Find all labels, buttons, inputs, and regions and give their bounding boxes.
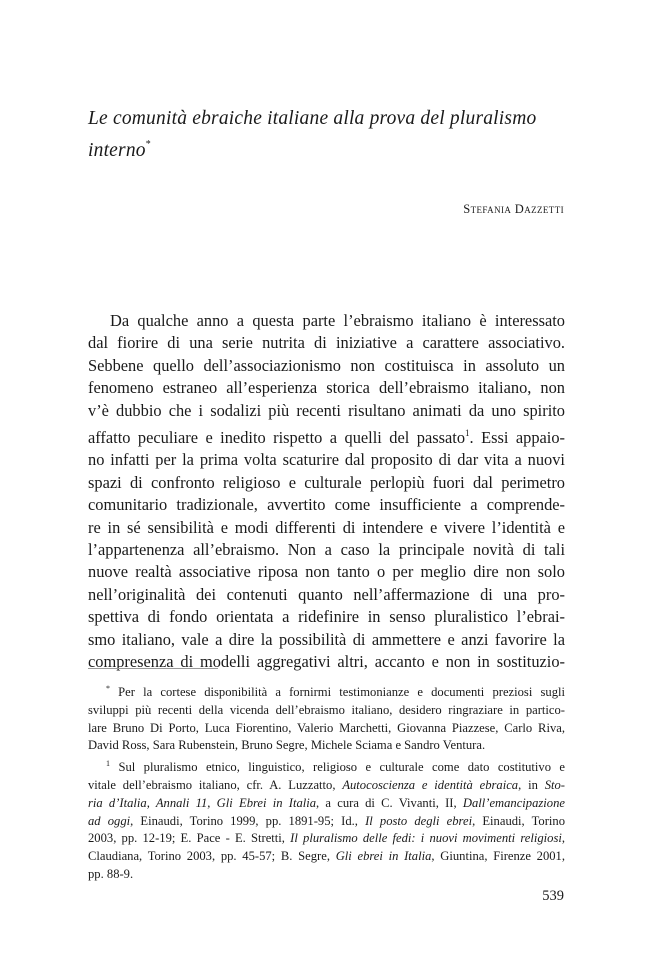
body-line: comunitario tradizionale, avvertito come insufficiente a comprende-	[88, 495, 565, 515]
body-line: spazi di confronto religioso e culturale perlopiù fuori dal perimetro	[88, 472, 565, 492]
body-line	[88, 422, 565, 449]
title-line-1: Le comunità ebraiche italiane alla prova del pluralismo	[88, 108, 537, 129]
footnote-text: , a cura di C. Vivanti, II,	[316, 795, 463, 810]
footnote-1-line	[88, 777, 565, 795]
footnote-text: Per la cortese disponibilità a fornirmi testimonianze e documenti preziosi sugli	[118, 685, 565, 699]
footnote-1-line: pp. 88-9.	[88, 866, 134, 881]
body-line-text-tail: . Essi appaio-	[469, 428, 565, 448]
body-line: no infatti per la prima volta scaturire dal proposito di dar vita a nuovi	[88, 450, 565, 470]
footnote-title: Dall’emancipazione	[462, 795, 565, 810]
footnote-text: , Einaudi, Torino 1999, pp. 1891-95; Id.,	[130, 813, 366, 828]
body-paragraph	[88, 310, 565, 674]
footnote-text: Sul pluralismo etnico, linguistico, religioso e culturale come dato costitutivo e	[118, 760, 566, 775]
body-line: v’è dubbio che i sodalizi più recenti risultano animati da uno spirito	[88, 400, 565, 420]
footnote-text: 2003, pp. 12-19; E. Pace - E. Stretti,	[88, 831, 291, 846]
body-line: Sebbene quello dell’associazionismo non costituisca in assoluto un	[88, 355, 565, 375]
footnote-1-marker: 1	[106, 759, 110, 769]
footnote-1-line	[88, 755, 565, 777]
body-line: l’appartenenza all’ebraismo. Non a caso la principale novità di tali	[88, 540, 565, 560]
footnote-text: , Giuntina, Firenze 2001,	[431, 849, 566, 864]
footnote-title: Il posto degli ebrei	[365, 813, 473, 828]
footnote-title: ad oggi	[88, 813, 131, 828]
page-number: 539	[542, 888, 564, 904]
footnote-title: Gli ebrei in Italia	[335, 849, 432, 864]
body-line: Da qualche anno a questa parte l’ebraismo italiano è interessato	[110, 311, 565, 330]
footnote-star-line: lare Bruno Di Porto, Luca Fiorentino, Valerio Marchetti, Giovanna Piazzese, Carlo Riva,	[88, 720, 565, 735]
body-line: fenomeno estraneo all’esperienza storica dell’ebraismo italiano, non	[88, 378, 565, 398]
footnote-text: Claudiana, Torino 2003, pp. 45-57; B. Segre,	[88, 849, 336, 864]
footnote-star-line: David Ross, Sara Rubenstein, Bruno Segre, Michele Sciama e Sandro Ventura.	[88, 738, 486, 753]
footnote-title: ria d’Italia, Annali 11, Gli Ebrei in Italia	[88, 795, 317, 810]
footnote-text: , in	[518, 777, 545, 792]
footnote-star-marker: *	[106, 684, 110, 693]
author-name: Stefania Dazzetti	[463, 202, 564, 216]
footnote-text: , Einaudi, Torino	[472, 813, 565, 828]
title-footnote-marker: *	[145, 139, 151, 150]
title-line-2: interno	[88, 140, 146, 161]
footnote-title: Autocoscienza e identità ebraica	[342, 777, 519, 792]
footnote-text: vitale dell’ebraismo italiano, cfr. A. Luzzatto,	[88, 777, 343, 792]
body-line: re in sé sensibilità e modi differenti di intendere e vivere l’identità e	[88, 517, 565, 537]
footnote-title: Il pluralismo delle fedi: i nuovi movimenti religiosi	[290, 831, 562, 846]
footnote-star-line: sviluppi più recenti della vicenda dell’ebraismo italiano, desidero ringraziare in partico-	[88, 702, 565, 717]
body-line: nuove realtà associative riposa non tanto o per meglio dire non solo	[88, 562, 565, 582]
article-title	[88, 106, 568, 164]
body-line: nell’originalità dei contenuti quanto nell’affermazione di una pro-	[88, 584, 565, 604]
footnote-1-line	[88, 830, 565, 848]
footnote-separator	[88, 668, 218, 669]
footnote-1-line	[88, 848, 565, 866]
footnotes	[88, 680, 565, 884]
footnote-star-line	[88, 680, 565, 702]
body-line-text: affatto peculiare e inedito rispetto a quelli del passato	[88, 428, 466, 448]
body-line: dal fiorire di una serie nutrita di iniziative a carattere associativo.	[88, 333, 565, 353]
body-line: smo italiano, vale a dire la possibilità di ammettere e anzi favorire la	[88, 629, 565, 649]
body-line: compresenza di modelli aggregativi altri, accanto e non in sostituzio-	[88, 652, 565, 672]
footnote-text: ,	[561, 831, 565, 846]
footnote-1-line	[88, 795, 565, 813]
body-line: spettiva di fondo orientata a ridefinire in senso pluralistico l’ebrai-	[88, 607, 565, 627]
footnote-1-line	[88, 813, 565, 831]
footnote-ref-1[interactable]: 1	[465, 428, 470, 439]
footnote-title: Sto-	[544, 777, 565, 792]
